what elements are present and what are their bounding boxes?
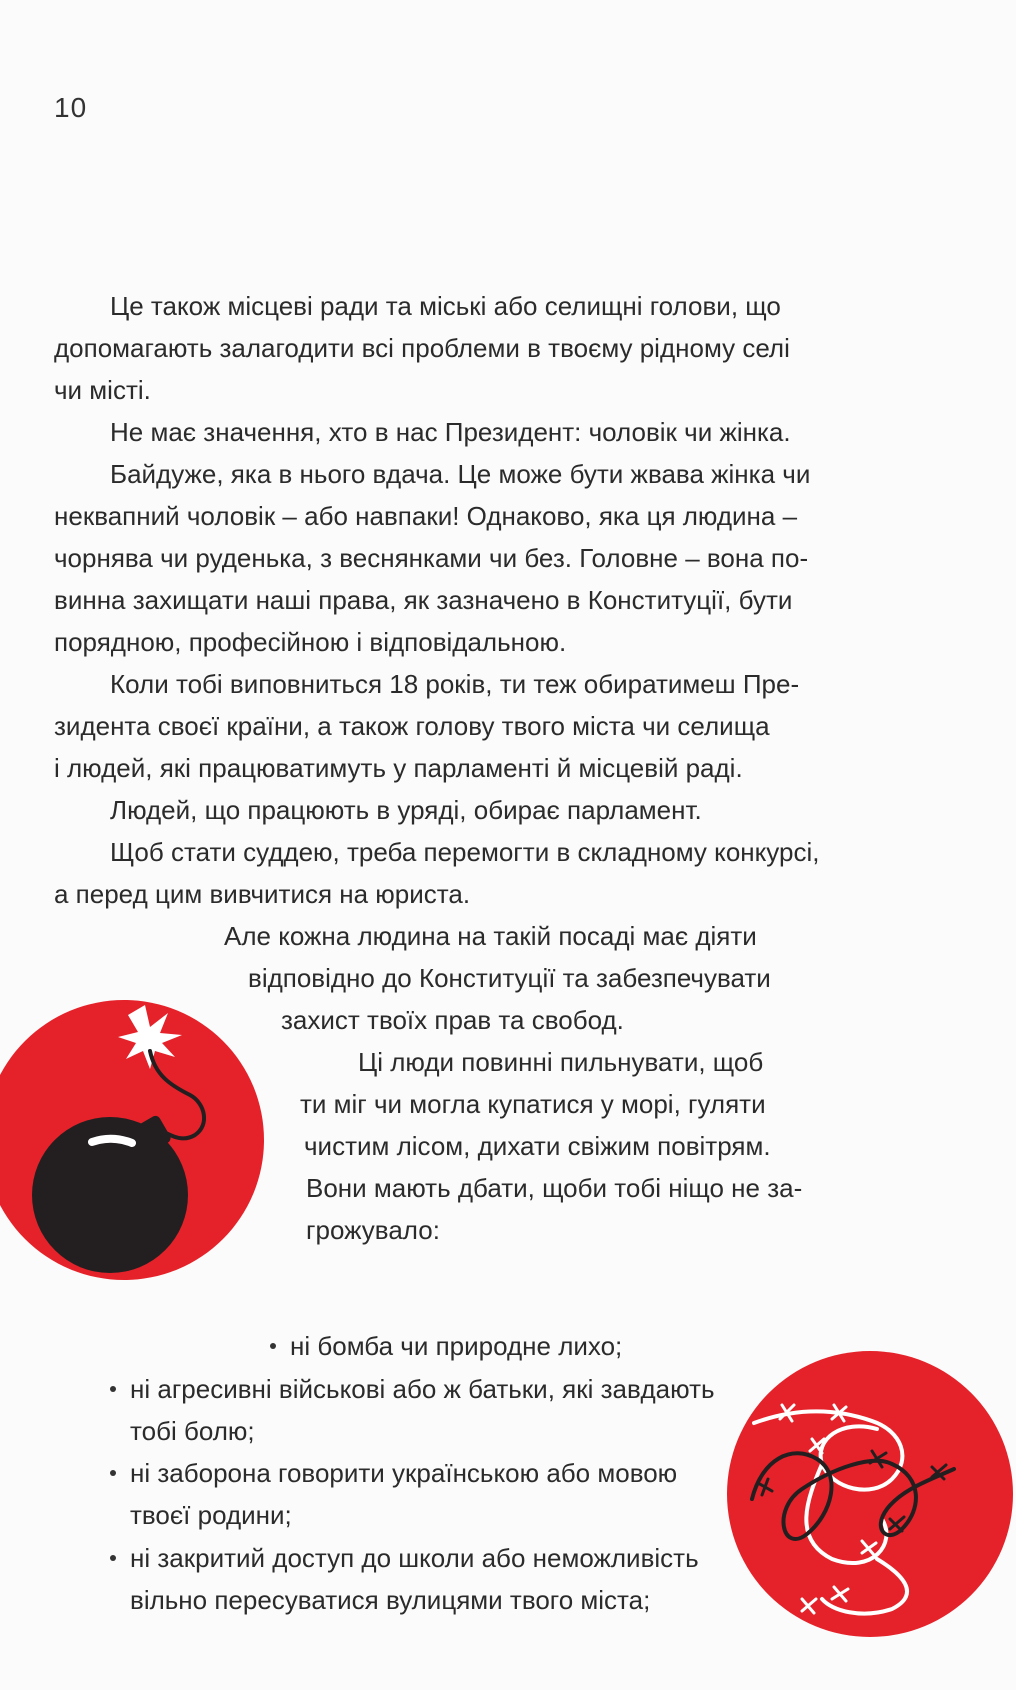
list-item-text: ні агресивні військові або ж батьки, які завдають (130, 1374, 715, 1404)
body-line: і людей, які працюватимуть у парламенті й місцевій раді. (54, 753, 743, 783)
wrapped-line: ти міг чи могла купатися у морі, гуляти (300, 1089, 766, 1119)
page-number: 10 (54, 92, 88, 123)
wrapped-line: відповідно до Конституції та забезпечувати (248, 963, 771, 993)
body-line: Це також місцеві ради та міські або селищні голови, що (110, 291, 781, 321)
body-line: Людей, що працюють в уряді, обирає парламент. (110, 795, 702, 825)
red-circle (727, 1351, 1013, 1637)
bomb-illustration (0, 985, 268, 1295)
wrapped-line: захист твоїх прав та свобод. (281, 1005, 624, 1035)
list-item (130, 1368, 715, 1410)
barbed-wire-illustration (722, 1349, 1016, 1639)
body-line: допомагають залагодити всі проблеми в твоєму рідному селі (54, 333, 790, 363)
body-line: зидента своєї країни, а також голову твого міста чи селища (54, 711, 770, 741)
list-item-continuation: твоєї родини; (130, 1500, 292, 1530)
wrapped-line: Ці люди повинні пильнувати, щоб (358, 1047, 764, 1077)
body-line: порядною, професійною і відповідальною. (54, 627, 567, 657)
list-item (130, 1537, 699, 1579)
list-item-text: ні заборона говорити українською або мовою (130, 1458, 678, 1488)
body-line: Не має значення, хто в нас Президент: чоловік чи жінка. (110, 417, 791, 447)
body-line: чи місті. (54, 375, 151, 405)
bullet-dot (110, 1555, 116, 1561)
wrapped-line: грожувало: (306, 1215, 440, 1245)
body-line: Коли тобі виповниться 18 років, ти теж обиратимеш Пре- (110, 669, 800, 699)
wrapped-line: Вони мають дбати, щоби тобі ніщо не за- (306, 1173, 803, 1203)
list-item-continuation: тобі болю; (130, 1416, 255, 1446)
list-item (130, 1452, 677, 1494)
bomb-shine (92, 1139, 132, 1143)
wrapped-line: чистим лісом, дихати свіжим повітрям. (304, 1131, 771, 1161)
body-line: винна захищати наші права, як зазначено в Конституції, бути (54, 585, 793, 615)
body-line: а перед цим вивчитися на юриста. (54, 879, 471, 909)
body-line: Щоб стати суддею, треба перемогти в складному конкурсі, (110, 837, 820, 867)
bullet-dot (110, 1470, 116, 1476)
list-item-continuation: вільно пересуватися вулицями твого міста; (130, 1585, 651, 1615)
body-line: неквапний чоловік – або навпаки! Однаково, яка ця людина – (54, 501, 798, 531)
body-line: Байдуже, яка в нього вдача. Це може бути жвава жінка чи (110, 459, 811, 489)
bullet-dot (110, 1386, 116, 1392)
body-line: чорнява чи руденька, з веснянками чи без. Головне – вона по- (54, 543, 809, 573)
bullet-dot (270, 1343, 276, 1349)
wrapped-line: Але кожна людина на такій посаді має діяти (224, 921, 757, 951)
list-item-text: ні закритий доступ до школи або неможливість (130, 1543, 699, 1573)
list-item-text: ні бомба чи природне лихо; (290, 1331, 623, 1361)
list-item (290, 1325, 622, 1367)
